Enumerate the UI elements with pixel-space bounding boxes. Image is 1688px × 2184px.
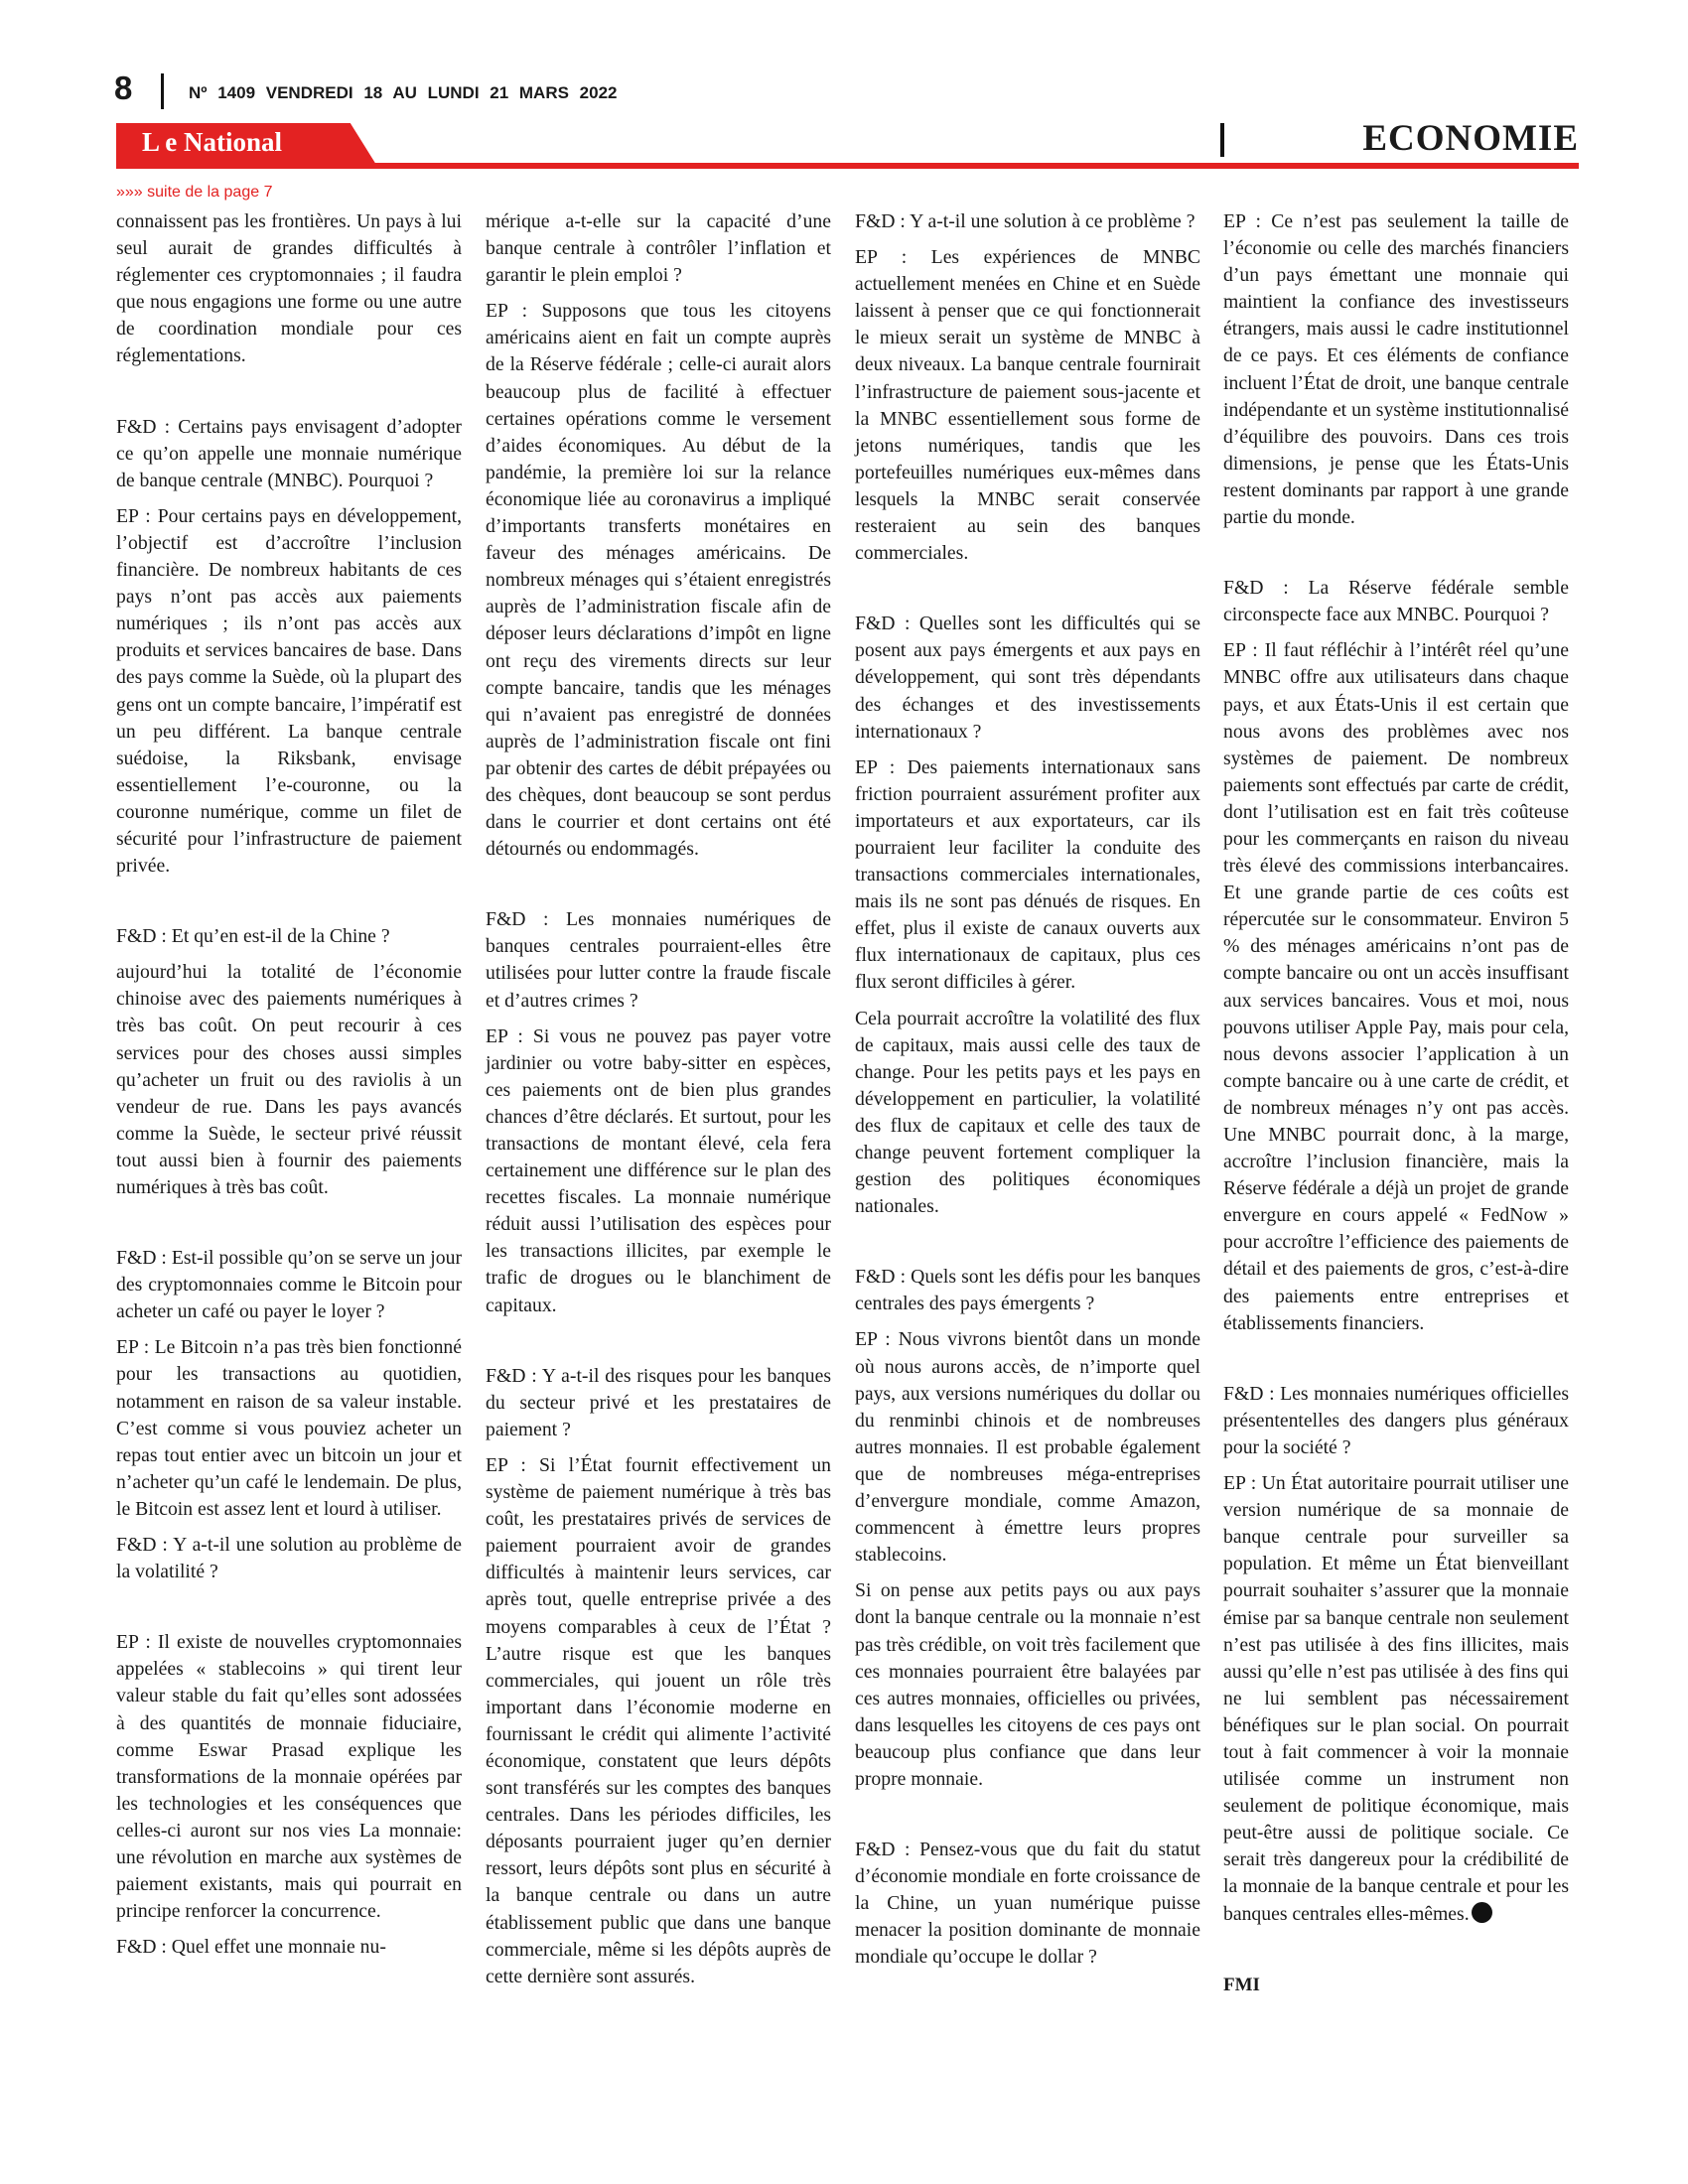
- answer: aujourd’hui la totalité de l’économie chinoise avec des paiements numériques à très bas coût. On peut recourir à ces services pour des choses aussi simples qu’acheter un fruit ou des raviolis à un vendeur de rue. Dans les pays avancés comme la Suède, le secteur privé réussit tout aussi bien à fournir des paiements numériques à très bas coût.: [116, 961, 462, 1198]
- answer: [1223, 1470, 1569, 1928]
- answer: EP : Si l’État fournit effectivement un système de paiement numérique à très bas coût, les prestataires privés de services de paiement pourraient avoir de grandes difficultés à maintenir leurs services, car après tout, quelle entreprise privée a des moyens comparables à ceux de l’État ? L’autre risque est que les banques commerciales, qui jouent un rôle très important dans l’économie moderne en fournissant le crédit qui alimente l’activité économique, constatent que leurs dépôts sont transférés sur les comptes des banques centrales. Dans les périodes difficiles, les déposants pourraient juger qu’en dernier ressort, leurs dépôts sont plus en sécurité à la banque centrale ou dans un autre établissement public que dans une banque commerciale, même si les dépôts auprès de cette dernière sont assurés.: [486, 1453, 831, 1987]
- answer-continued: Cela pourrait accroître la volatilité des flux de capitaux, mais aussi celle des taux de change. Pour les petits pays et les pays en développement en particulier, la volatilité des flux de capitaux et celle des taux de change peuvent fortement compliquer la gestion des politiques économiques nationales.: [855, 1007, 1200, 1218]
- article-signature: FMI: [1223, 1974, 1260, 1995]
- question: F&D : Y a-t-il une solution au problème de la volatilité ?: [116, 1534, 462, 1583]
- question: F&D : La Réserve fédérale semble circonspecte face aux MNBC. Pourquoi ?: [1223, 577, 1569, 626]
- answer: EP : Supposons que tous les citoyens américains aient en fait un compte auprès de la Réserve fédérale ; celle-ci aurait alors beaucoup plus de facilité à effectuer certaines opérations comme le versement d’aides économiques. Au début de la pandémie, la première loi sur la relance économique liée au coronavirus a impliqué d’importants transferts monétaires en faveur des ménages américains. De nombreux ménages qui s’étaient enregistrés auprès de l’administration fiscale afin de déposer leurs déclarations d’impôt en ligne ont reçu des virements directs sur leur compte bancaire, tandis que les ménages qui n’avaient pas enregistré de données auprès de l’administration fiscale ont fini par obtenir des cartes de débit prépayées ou des chèques, dont beaucoup se sont perdus dans le courrier et dont certains ont été détournés ou endommagés.: [486, 300, 831, 861]
- answer: EP : Les expériences de MNBC actuellement menées en Chine et en Suède laissent à penser que ce qui fonctionnerait le mieux serait un système de MNBC à deux niveaux. La banque centrale fournirait l’infrastructure de paiement sous-jacente et la MNBC essentiellement sous forme de jetons numériques, tandis que les portefeuilles numériques eux-mêmes dans lesquels la MNBC serait conservée resteraient au sein des banques commerciales.: [855, 246, 1200, 565]
- question: F&D : Est-il possible qu’on se serve un jour des cryptomonnaies comme le Bitcoin pour acheter un café ou payer le loyer ?: [116, 1247, 462, 1323]
- page-number-divider: [161, 73, 164, 109]
- question: F&D : Quel effet une monnaie nu-: [116, 1936, 386, 1959]
- answer-continued: Si on pense aux petits pays ou aux pays dont la banque centrale ou la monnaie n’est pas très crédible, on voit très facilement que ces monnaies pourraient être balayées par ces autres monnaies, officielles ou privées, dans lesquelles les citoyens de ces pays ont beaucoup plus confiance que dans leur propre monnaie.: [855, 1579, 1200, 1790]
- issue-date-line: Nº 1409 VENDREDI 18 AU LUNDI 21 MARS 2022: [189, 83, 618, 102]
- continuation-note: »»» suite de la page 7: [116, 184, 273, 201]
- article-column-1: [116, 208, 462, 1970]
- answer: EP : Ce n’est pas seulement la taille de l’économie ou celle des marchés financiers d’un pays émettant une monnaie qui maintient la confiance des investisseurs étrangers, mais aussi le cadre institutionnel de ce pays. Et ces éléments de confiance incluent l’État de droit, une banque centrale indépendante et un système institutionnalisé d’équilibre des pouvoirs. Dans ces trois dimensions, je pense que les États-Unis restent dominants par rapport à une grande partie du monde.: [1223, 210, 1569, 529]
- answer: EP : Il faut réfléchir à l’intérêt réel qu’une MNBC offre aux utilisateurs dans chaque pays, et aux États-Unis il est certain que nous avons des problèmes avec nos systèmes de paiement. De nombreux paiements sont effectués par carte de crédit, dont l’utilisation est en fait très coûteuse pour les commerçants en raison du niveau très élevé des commissions interbancaires. Et une grande partie de ces coûts est répercutée sur le consommateur. Environ 5 % des ménages américains n’ont pas de compte bancaire ou ont un accès insuffisant aux services bancaires. Vous et moi, nous pouvons utiliser Apple Pay, mais pour cela, nous devons associer l’application à un compte bancaire ou à une carte de crédit, et de nombreux ménages n’y ont pas accès. Une MNBC pourrait donc, à la marge, accroître l’inclusion financière, mais la Réserve fédérale a déjà un projet de grande envergure en cours appelé « FedNow » pour accroître l’efficience des paiements de détail et des paiements de gros, c’est-à-dire des paiements entre entreprises et établissements financiers.: [1223, 639, 1569, 1334]
- question: F&D : Y a-t-il une solution à ce problème ?: [855, 210, 1196, 232]
- final-answer-text: EP : Un État autoritaire pourrait utiliser une version numérique de sa monnaie de banque centrale pour surveiller sa population. Et même un État bienveillant pourrait souhaiter s’assurer que la monnaie émise par sa banque centrale non seulement n’est pas utilisée à des fins illicites, mais aussi qu’elle n’est pas utilisée à des fins qui ne lui semblent pas nécessairement bénéfiques sur le plan social. On pourrait tout à fait commencer à voir la monnaie utilisée comme un instrument non seulement de politique économique, mais peut-être aussi de politique sociale. Ce serait très dangereux pour la crédibilité de la monnaie de la banque centrale et pour les banques centrales elles-mêmes.: [1223, 1472, 1569, 1925]
- answer: EP : Le Bitcoin n’a pas très bien fonctionné pour les transactions au quotidien, notamment en raison de sa valeur instable. C’est comme si vous pouviez acheter un repas tout entier avec un bitcoin un jour et n’acheter qu’un café le lendemain. De plus, le Bitcoin est assez lent et lourd à utiliser.: [116, 1336, 462, 1520]
- page-number: 8: [114, 69, 133, 106]
- question: F&D : Y a-t-il des risques pour les banques du secteur privé et les prestataires de paiement ?: [486, 1364, 831, 1440]
- answer: EP : Pour certains pays en développement, l’objectif est d’accroître l’inclusion financière. De nombreux habitants de ces pays n’ont pas accès aux paiements numériques ; ils n’ont pas accès aux produits et services bancaires de base. Dans des pays comme la Suède, où la plupart des gens ont un compte bancaire, l’impératif est un peu différent. La banque centrale suédoise, la Riksbank, envisage essentiellement l’e-couronne, ou la couronne numérique, comme un filet de sécurité pour l’infrastructure de paiement privée.: [116, 504, 462, 878]
- question: F&D : Certains pays envisagent d’adopter ce qu’on appelle une monnaie numérique de banque centrale (MNBC). Pourquoi ?: [116, 415, 462, 491]
- question: F&D : Et qu’en est-il de la Chine ?: [116, 925, 390, 948]
- answer: EP : Si vous ne pouvez pas payer votre jardinier ou votre baby-sitter en espèces, ces paiements ont de bien plus grandes chances d’être déclarés. Et surtout, pour les transactions de montant élevé, cela fera certainement une différence sur le plan des recettes fiscales. La monnaie numérique réduit aussi l’utilisation des espèces pour les transactions illicites, par exemple le trafic de drogues ou le blanchiment de capitaux.: [486, 1024, 831, 1316]
- section-title: ECONOMIE: [1362, 118, 1579, 159]
- question: F&D : Quels sont les défis pour les banques centrales des pays émergents ?: [855, 1266, 1200, 1315]
- answer: EP : Des paiements internationaux sans friction pourraient assurément profiter aux importateurs et aux exportateurs, car ils pourraient leur faciliter la conduite des transactions commerciales internationales, mais ils ne sont pas dénués de risques. En effet, plus il existe de canaux ouverts aux flux internationaux de capitaux, plus ces flux seront difficiles à gérer.: [855, 755, 1200, 994]
- section-divider: [1220, 123, 1224, 157]
- question: F&D : Les monnaies numériques de banques centrales pourraient-elles être utilisées pour lutter contre la fraude fiscale et d’autres crimes ?: [486, 908, 831, 1012]
- answer: EP : Nous vivrons bientôt dans un monde où nous aurons accès, de n’importe quel pays, aux versions numériques du dollar ou du renminbi chinois et de nombreuses autres monnaies. Il est probable également que de nombreuses méga-entreprises d’envergure mondiale, comme Amazon, commencent à émettre leurs propres stablecoins.: [855, 1328, 1200, 1567]
- header-rule: [116, 163, 1579, 169]
- article-column-4: [1223, 208, 1569, 2007]
- answer: EP : Il existe de nouvelles cryptomonnaies appelées « stablecoins » qui tirent leur valeur stable du fait qu’elles sont adossées à des quantités de monnaie fiduciaire, comme Eswar Prasad explique les transformations de la monnaie opérées par les technologies et les conséquences que celles-ci auront sur nos vies La monnaie: une révolution en marche aux systèmes de paiement existants, mais qui pourrait en principe renforcer la concurrence.: [116, 1631, 462, 1923]
- question: F&D : Quelles sont les difficultés qui se posent aux pays émergents et aux pays en développement, qui sont très dépendants des échanges et des investissements internationaux ?: [855, 613, 1200, 743]
- question: F&D : Les monnaies numériques officielles présententelles des dangers plus généraux pour la société ?: [1223, 1382, 1569, 1458]
- question: F&D : Pensez-vous que du fait du statut d’économie mondiale en forte croissance de la Chine, un yuan numérique puisse menacer la position dominante de monnaie mondiale qu’occupe le dollar ?: [855, 1839, 1200, 1969]
- paragraph: connaissent pas les frontières. Un pays à lui seul aurait de grandes difficultés à réglementer ces cryptomonnaies ; il faudra que nous engagions une forme ou une autre de coordination mondiale pour ces réglementations.: [116, 210, 462, 367]
- article-column-3: [855, 208, 1200, 1980]
- article-column-2: [486, 208, 831, 1999]
- question: mérique a-t-elle sur la capacité d’une banque centrale à contrôler l’inflation et garantir le plein emploi ?: [486, 210, 831, 287]
- brand-name: L e National: [142, 127, 283, 157]
- end-of-article-icon: [1472, 1902, 1492, 1923]
